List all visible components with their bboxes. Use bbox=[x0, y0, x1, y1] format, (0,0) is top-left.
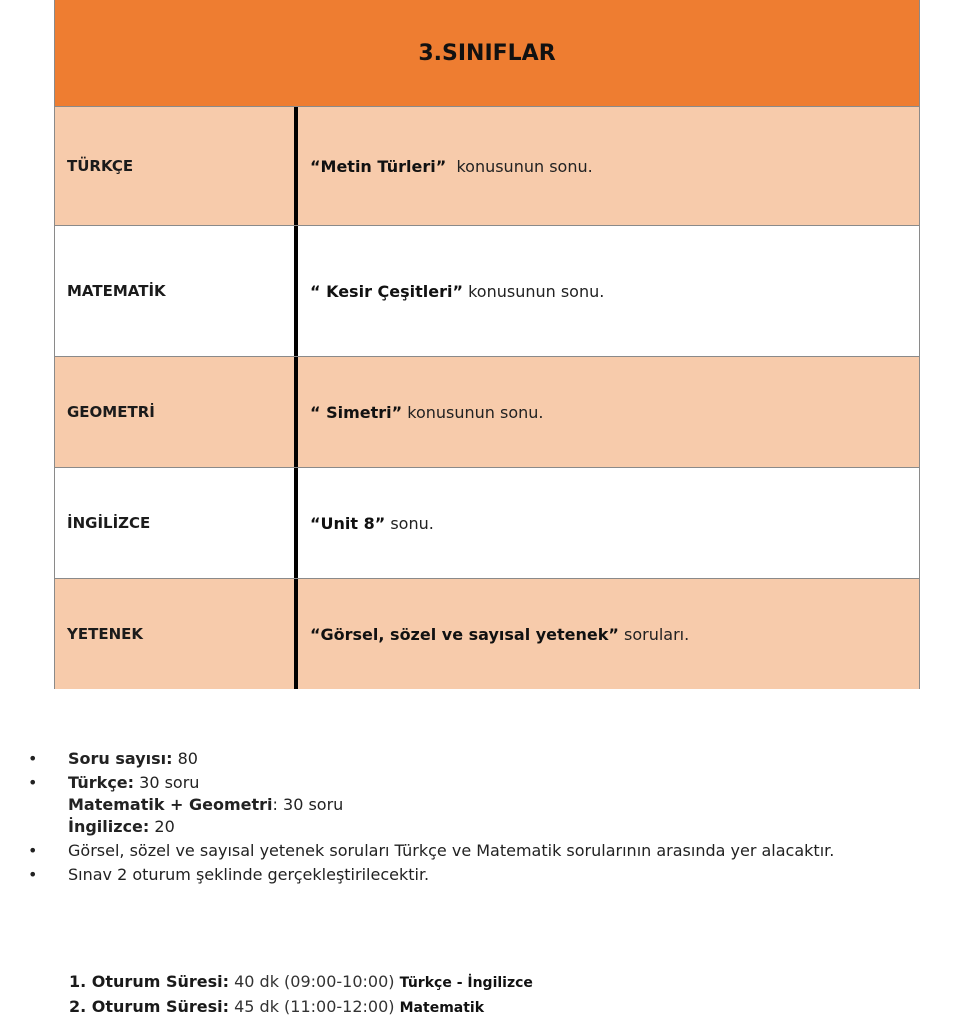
topic-geometri: “ Simetri” konusunun sonu. bbox=[310, 402, 544, 422]
session-label: 1. Oturum Süresi: bbox=[69, 972, 230, 991]
bullet-icon: • bbox=[28, 841, 38, 860]
exam-info-list bbox=[28, 748, 958, 888]
list-subitem bbox=[28, 816, 958, 838]
list-item bbox=[28, 840, 958, 862]
mat-value: : 30 soru bbox=[272, 795, 344, 814]
topic-yetenek: “Görsel, sözel ve sayısal yetenek” soruları. bbox=[310, 624, 690, 644]
session-time: 45 dk (11:00-12:00) bbox=[229, 997, 400, 1016]
session-label: 2. Oturum Süresi: bbox=[69, 997, 230, 1016]
turkce-value: 30 soru bbox=[134, 773, 200, 792]
subject-ingilizce: İNGİLİZCE bbox=[55, 468, 298, 578]
soru-value: 80 bbox=[172, 749, 198, 768]
topic-ingilizce: “Unit 8” sonu. bbox=[310, 513, 434, 533]
yetenek-note: Görsel, sözel ve sayısal yetenek soruları Türkçe ve Matematik sorularının arasında yer alacaktır. bbox=[68, 841, 835, 860]
ing-label: İngilizce: bbox=[68, 817, 150, 836]
session-subjects: Türkçe - İngilizce bbox=[399, 975, 533, 991]
turkce-label: Türkçe: bbox=[68, 773, 135, 792]
table-row bbox=[55, 468, 919, 579]
table-row bbox=[55, 357, 919, 468]
subject-matematik: MATEMATİK bbox=[55, 226, 298, 356]
bullet-icon: • bbox=[28, 865, 38, 884]
subject-geometri: GEOMETRİ bbox=[55, 357, 298, 467]
list-subitem bbox=[28, 794, 958, 816]
session-note: Sınav 2 oturum şeklinde gerçekleştirilecektir. bbox=[68, 865, 430, 884]
list-item bbox=[28, 864, 958, 886]
topic-matematik: “ Kesir Çeşitleri” konusunun sonu. bbox=[310, 281, 605, 301]
table-row bbox=[55, 226, 919, 357]
bullet-icon: • bbox=[28, 749, 38, 768]
ing-value: 20 bbox=[149, 817, 175, 836]
soru-label: Soru sayısı: bbox=[68, 749, 173, 768]
topic-turkce: “Metin Türleri” konusunun sonu. bbox=[310, 156, 593, 176]
subject-yetenek: YETENEK bbox=[55, 579, 298, 689]
session-row bbox=[69, 995, 533, 1020]
session-row bbox=[69, 970, 533, 995]
table-row bbox=[55, 107, 919, 226]
exam-topics-table bbox=[54, 0, 920, 689]
bullet-icon: • bbox=[28, 773, 38, 792]
subject-turkce: TÜRKÇE bbox=[55, 107, 298, 225]
session-time: 40 dk (09:00-10:00) bbox=[229, 972, 400, 991]
session-schedule bbox=[69, 970, 533, 1020]
table-title: 3.SINIFLAR bbox=[55, 0, 919, 107]
table-row bbox=[55, 579, 919, 689]
list-item bbox=[28, 748, 958, 770]
mat-label: Matematik + Geometri bbox=[68, 795, 273, 814]
session-subjects: Matematik bbox=[399, 1000, 485, 1016]
list-item bbox=[28, 772, 958, 794]
